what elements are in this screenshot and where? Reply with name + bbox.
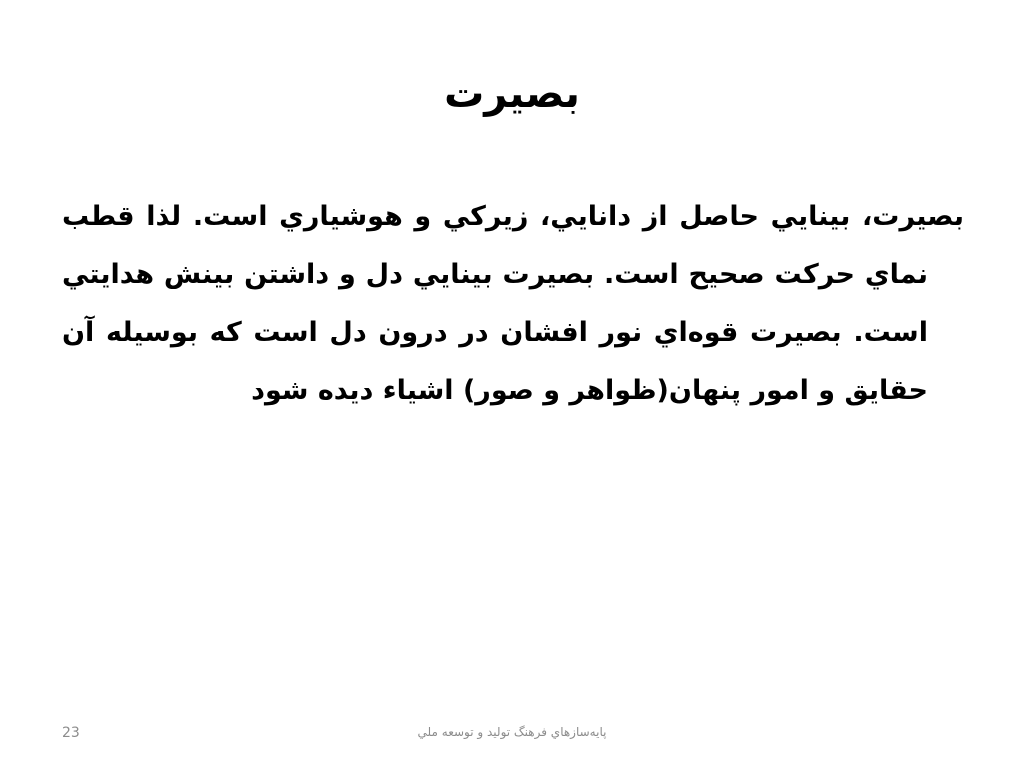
slide-title: بصيرت [444,71,580,117]
slide-footer: پايه‌سازهاي فرهنگ توليد و توسعه ملي [417,725,607,739]
body-paragraph: بصيرت، بينايي حاصل از دانايي، زيركي و هوشياري است. لذا قطب نماي حركت صحيح است. بصيرت بينايي دل و داشتن بينش هدايتي است. بصيرت قوه‌اي نور افشان در درون دل است كه بوسيله آن حقايق و امور پنهان(ظواهر و صور) اشياء ديده شود [62,201,964,406]
slide-body [62,188,964,420]
page-number: 23 [62,725,80,741]
